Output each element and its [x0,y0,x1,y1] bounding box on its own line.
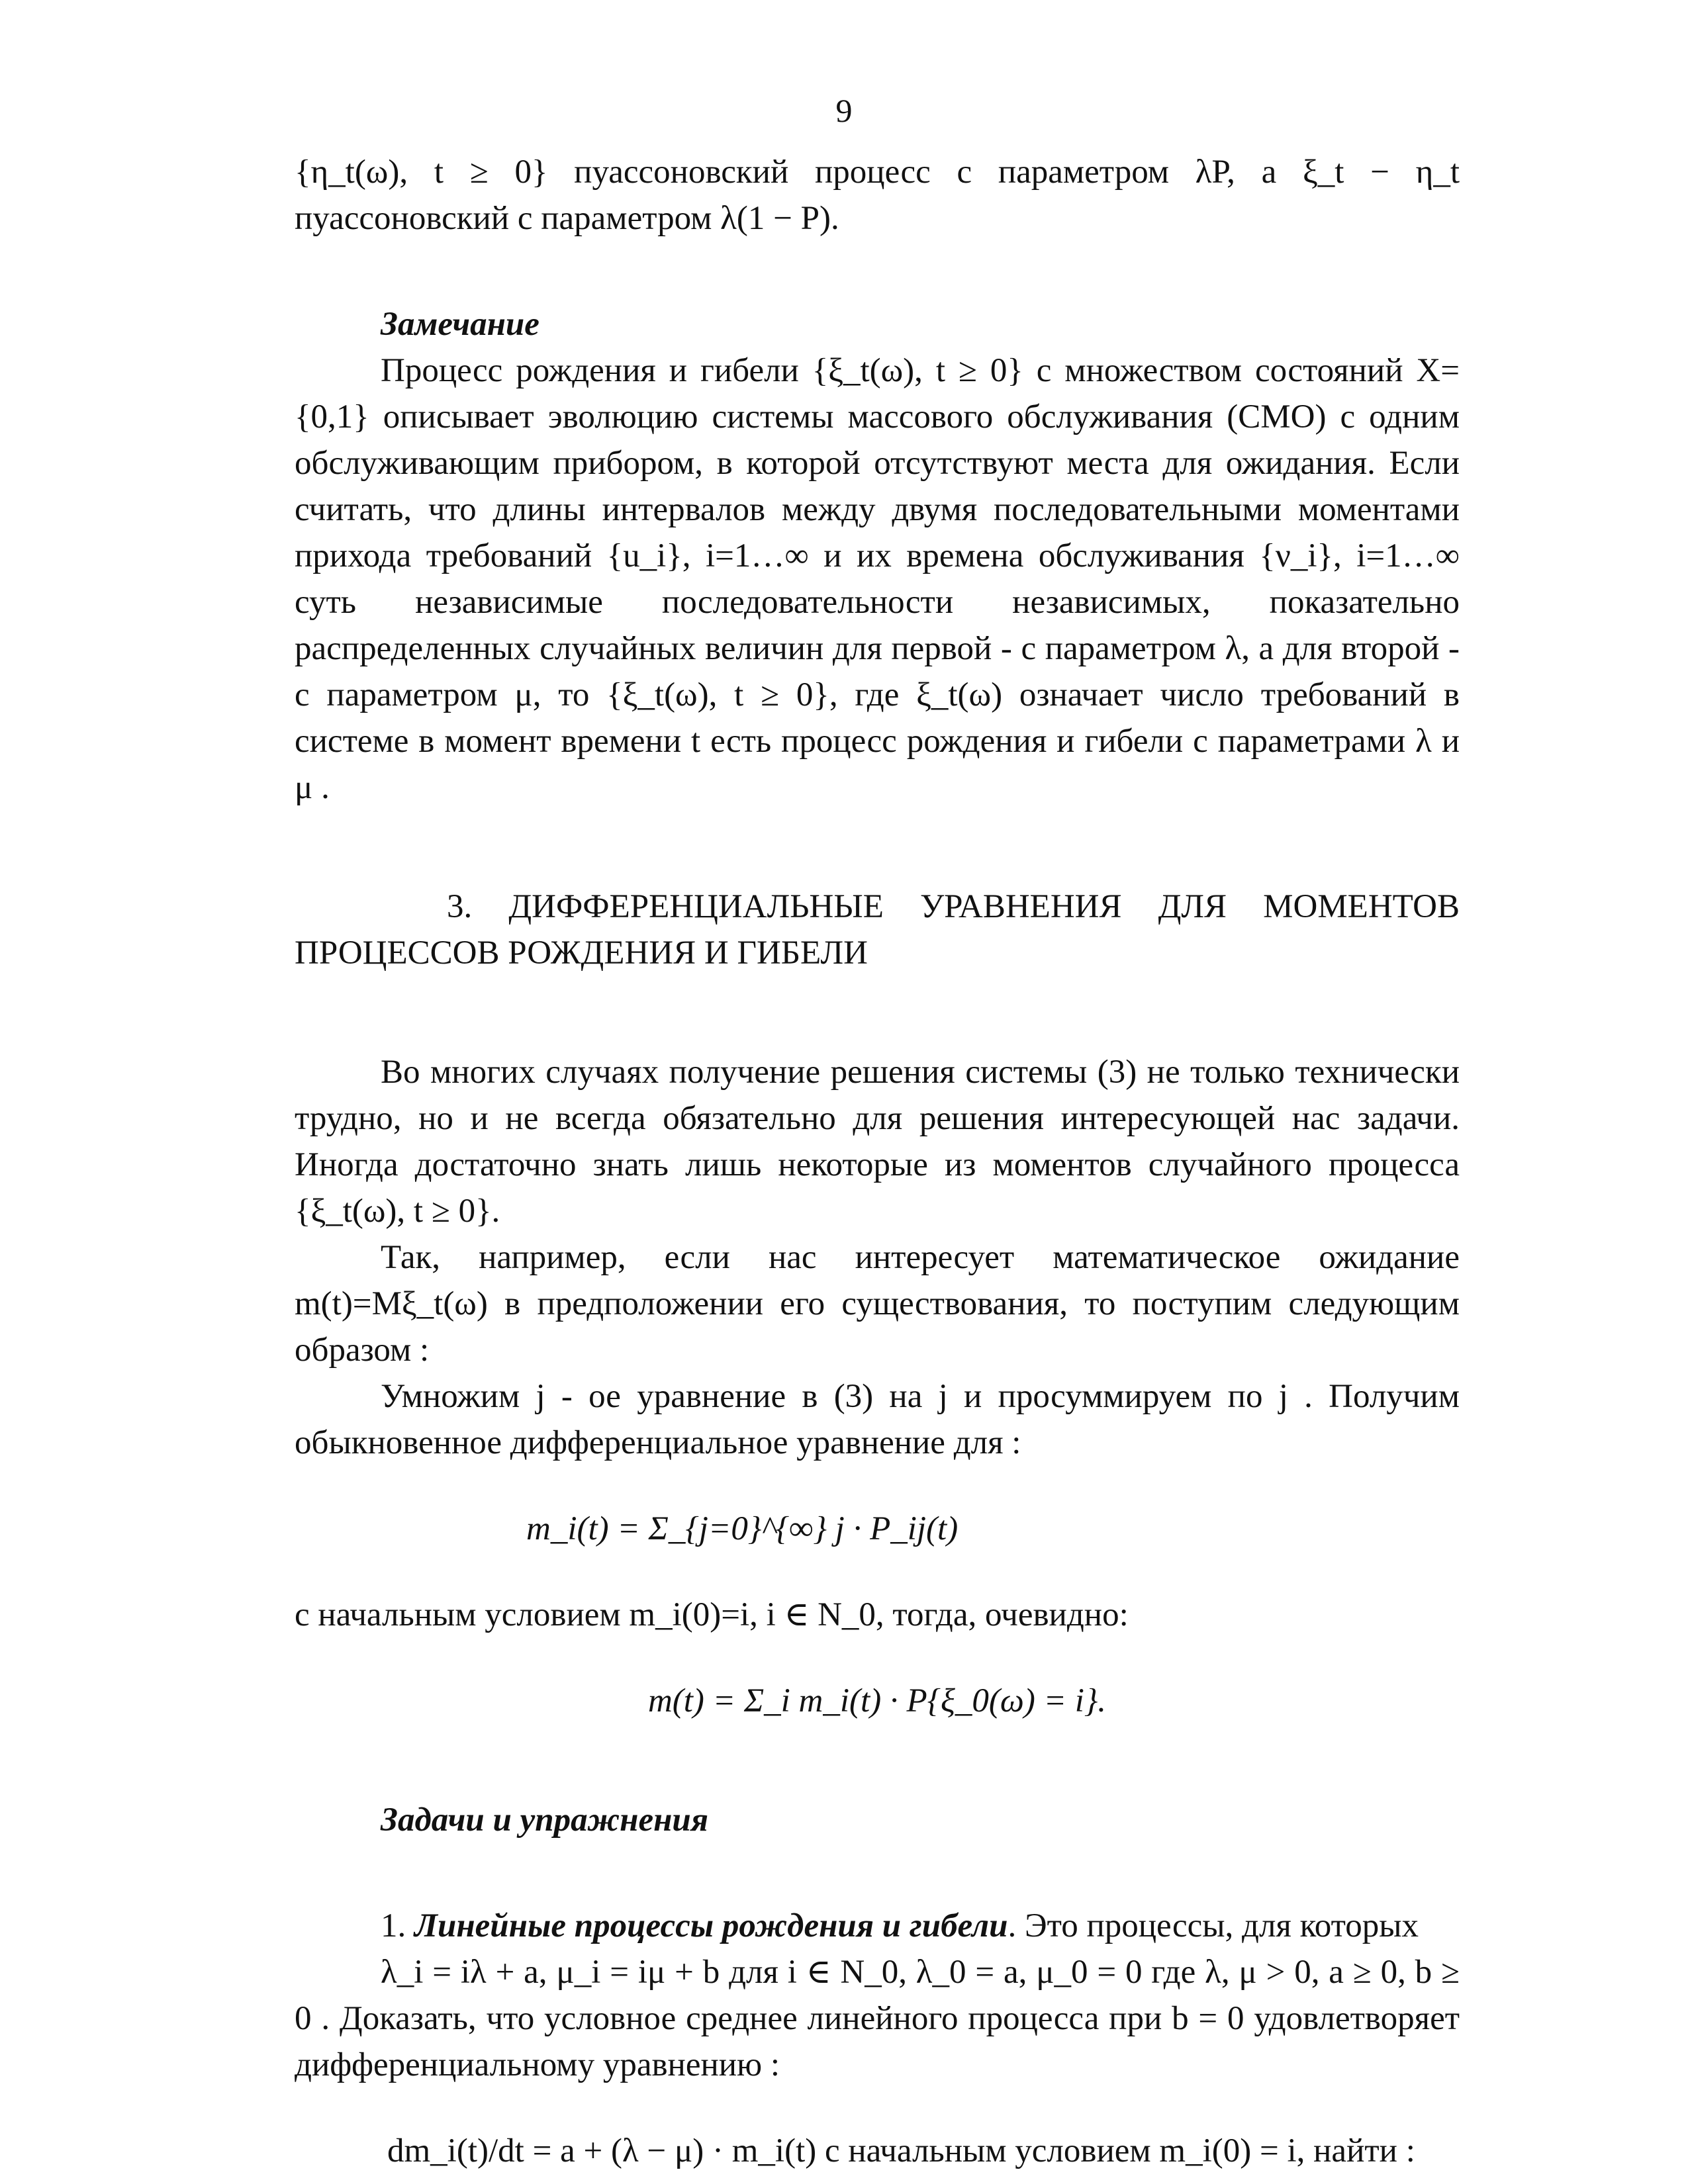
formula-mi: m_i(t) = Σ_{j=0}^{∞} j · P_ij(t) [526,1510,959,1547]
task-1 [295,1903,1460,1949]
section-heading: 3. ДИФФЕРЕНЦИАЛЬНЫЕ УРАВНЕНИЯ ДЛЯ МОМЕНТОВ ПРОЦЕССОВ РОЖДЕНИЯ И ГИБЕЛИ [295,888,1460,972]
remark-text: Процесс рождения и гибели {ξ_t(ω), t ≥ 0} с множеством состояний X={0,1} описывает эволюцию системы массового обслуживания (СМО) с одним обслуживающим прибором, в которой отсутствуют места для ожидания. Если считать, что длины интервалов между двумя последовательными моментами прихода требований {u_i}, i=1…∞ и их времена обслуживания {ν_i}, i=1…∞ суть независимые последовательности независимых, показательно распределенных случайных величин для первой - с параметром λ, а для второй - с параметром μ, то {ξ_t(ω), t ≥ 0}, где ξ_t(ω) означает число требований в системе в момент времени t есть процесс рождения и гибели с параметрами λ и μ . [295,352,1460,806]
remark-heading: Замечание [381,306,539,343]
paragraph-multiply: Умножим j - ое уравнение в (3) на j и просуммируем по j . Получим обыкновенное дифференциальное уравнение для : [295,1378,1460,1461]
task-1-conditions: λ_i = iλ + a, μ_i = iμ + b для i ∈ N_0, λ_0 = a, μ_0 = 0 где λ, μ > 0, a ≥ 0, b ≥ 0 . Доказать, что условное среднее линейного процесса при b = 0 удовлетворяет дифференциальному уравнению : [295,1954,1460,2083]
task-1-intro: . Это процессы, для которых [1008,1907,1419,1944]
tasks-heading: Задачи и упражнения [381,1801,709,1839]
formula-m: m(t) = Σ_i m_i(t) · P{ξ_0(ω) = i}. [647,1682,1107,1719]
paragraph-initial-condition: с начальным условием m_i(0)=i, i ∈ N_0, тогда, очевидно: [295,1596,1129,1633]
paragraph-for-example: Так, например, если нас интересует математическое ожидание m(t)=Mξ_t(ω) в предположении его существования, то поступим следующим образом : [295,1239,1460,1369]
page-number: 9 [835,92,853,129]
paragraph-many-cases: Во многих случаях получение решения системы (3) не только технически трудно, но и не всегда обязательно для решения интересующей нас задачи. Иногда достаточно знать лишь некоторые из моментов случайного процесса {ξ_t(ω), t ≥ 0}. [295,1054,1460,1230]
main-text-column [295,149,1460,2174]
task-1-title: Линейные процессы рождения и гибели [414,1907,1008,1944]
paragraph-poisson: {η_t(ω), t ≥ 0} пуассоновский процесс с параметром λP, а ξ_t − η_t пуассоновский с параметром λ(1 − P). [295,154,1460,237]
task-1-number: 1. [381,1907,406,1944]
formula-differential-equation: dm_i(t)/dt = a + (λ − μ) · m_i(t) с начальным условием m_i(0) = i, найти : [387,2132,1415,2169]
